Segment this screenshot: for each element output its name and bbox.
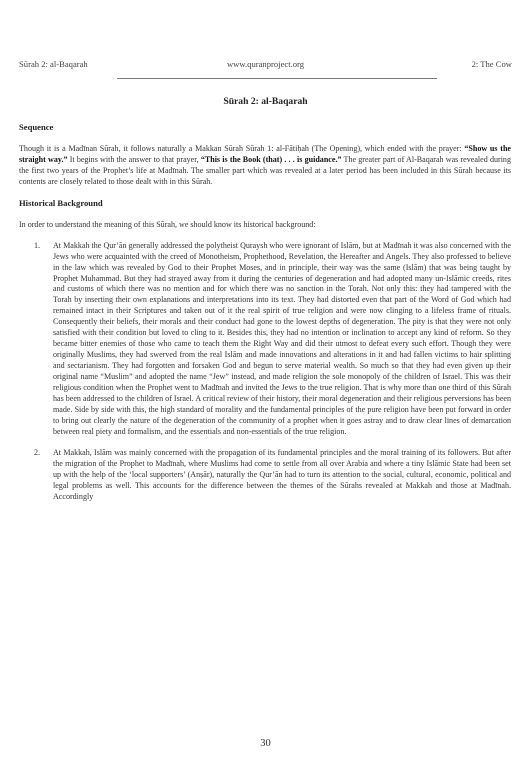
sequence-quote-1: “Show us the straight way.” [19, 143, 511, 164]
sequence-text-a: Though it is a Madīnan Sūrah, it follows naturally a Makkan Sūrah Sūrah 1: al-Fātiḥah (The Opening), which ended with the prayer: [19, 143, 465, 153]
sequence-text-b: It begins with the answer to that prayer, [67, 154, 201, 164]
background-heading: Historical Background [19, 197, 103, 208]
main-content [19, 122, 511, 513]
background-list [19, 241, 511, 503]
header-website: www.quranproject.org [226, 59, 305, 69]
background-intro: In order to understand the meaning of this Sūrah, we should know its historical background: [19, 219, 316, 229]
sequence-paragraph [19, 144, 511, 188]
header-chapter: 2: The Cow [471, 59, 512, 69]
list-item [19, 241, 511, 438]
page-title: Sūrah 2: al-Baqarah [223, 96, 308, 107]
header-rule [117, 78, 437, 79]
page-number: 30 [260, 738, 271, 749]
sequence-quote-2: “This is the Book (that) . . . is guidance.” [200, 154, 342, 164]
header-surah-name: Sūrah 2: al-Baqarah [19, 59, 88, 69]
sequence-heading: Sequence [19, 122, 54, 132]
list-item-text: At Makkah the Qur’ān generally addressed the polytheist Quraysh who were ignorant of Islām, but at Madīnah it was also concerned with the Jews who were acquainted with the creed of Monotheism, Prophethood, Revelation, the Hereafter and Angels. They also professed to believe in the law which was revealed by God to their Prophet Moses, and in principle, their way was the same (Islām) that was being taught by Prophet Muhammad. But they had strayed away from it during the centuries of degeneration and had adopted many un-Islāmic creeds, rites and customs of which there was no mention and for which there was no sanction in the Torah. Not only this: they had tampered with the Torah by inserting their own explanations and interpretations into its text. They had distorted even that part of the Word of God which had remained intact in their Scriptures and taken out of it the real spirit of true religion and were now clinging to a lifeless frame of rituals. Consequently their beliefs, their morals and their conduct had gone to the lowest depths of degeneration. The pity is that they were not only satisfied with their condition but loved to cling to it. Besides this, they had no intention or inclination to accept any kind of reform. So they became bitter enemies of those who came to teach them the Right Way and did their utmost to defeat every such effort. Though they were originally Muslims, they had swerved from the real Islām and made innovations and alterations in it and had fallen victims to hair splitting and sectarianism. They had forgotten and forsaken God and begun to serve material wealth. So much so that they had even given up their original name “Muslim” and adopted the name “Jew” instead, and made religion the sole monopoly of the children of Israel. This was their religious condition when the Prophet went to Madīnah and invited the Jews to the true religion. That is why more than one third of this Sūrah has been addressed to the children of Israel. A critical review of their history, their moral degeneration and their religious perversions has been made. Side by side with this, the high standard of morality and the fundamental principles of the pure religion have been put forward in order to bring out clearly the nature of the degeneration of the community of a prophet when it goes astray and to draw clear lines of demarcation between real piety and formalism, and the essentials and non-essentials of the true religion. [53, 240, 511, 436]
list-item [19, 448, 511, 503]
sequence-text-c: The greater part of Al-Baqarah was revealed during the first two years of the Prophet’s life at Madīnah. The smaller part which was revealed at a later period has been included in this Sūrah because its contents are closely related to those dealt with in this Sūrah. [19, 154, 511, 186]
list-item-text: At Makkah, Islām was mainly concerned with the propagation of its fundamental principles and the moral training of its followers. But after the migration of the Prophet to Madīnah, where Muslims had come to settle from all over Arabia and where a tiny Islāmic State had been set up with the help of the ‘local supporters’ (Anṣār), naturally the Qur’ān had to turn its attention to the social, cultural, economic, political and legal problems as well. This accounts for the difference between the themes of the Sūrahs revealed at Makkah and those at Madīnah. Accordingly [53, 447, 511, 501]
list-item-number: 2. [34, 447, 41, 457]
list-item-number: 1. [34, 240, 41, 250]
